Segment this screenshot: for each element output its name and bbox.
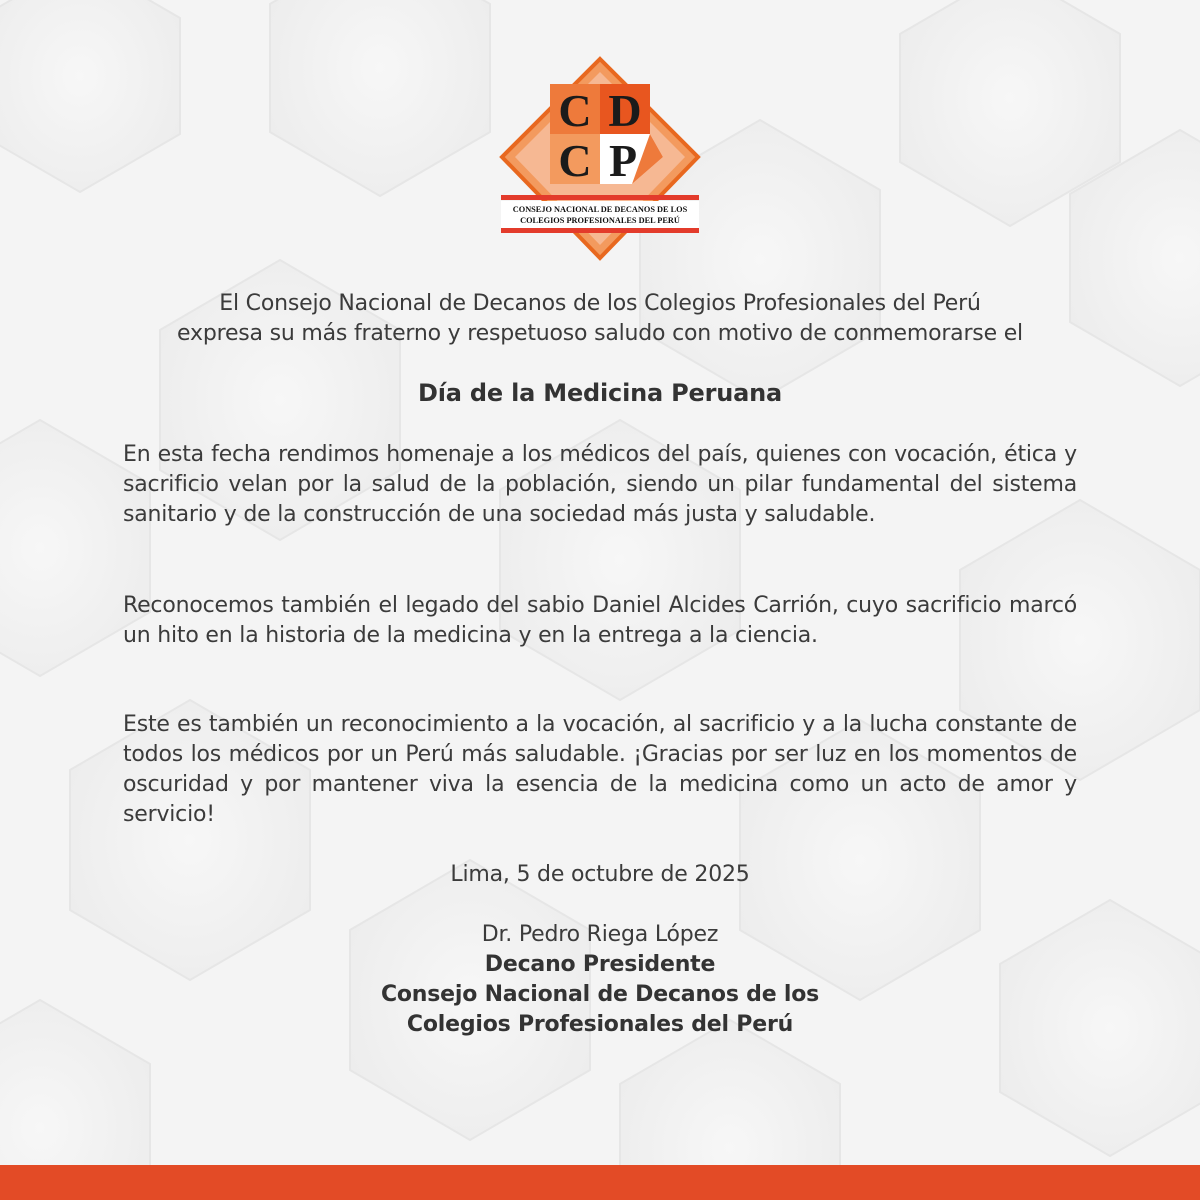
signatory-name: Dr. Pedro Riega López — [481, 922, 719, 947]
signatory-org-line-1: Consejo Nacional de Decanos de los — [380, 982, 820, 1007]
document-title: Día de la Medicina Peruana — [417, 379, 782, 407]
signatory-role: Decano Presidente — [484, 952, 716, 977]
logo-letter-c1: C — [558, 85, 592, 136]
intro-line-2: expresa su más fraterno y respetuoso saludo con motivo de conmemorarse el — [177, 321, 1023, 346]
logo-caption-line1: CONSEJO NACIONAL DE DECANOS DE LOS — [512, 205, 688, 214]
logo-letter-p: P — [608, 135, 638, 186]
logo-letter-d: D — [608, 85, 642, 136]
logo-caption-line2: COLEGIOS PROFESIONALES DEL PERÚ — [520, 216, 680, 225]
bottom-accent-bar — [0, 1165, 1200, 1200]
paragraph-carrion: Reconocemos también el legado del sabio Daniel Alcides Carrión, cuyo sacrificio marcó un hito en la historia de la medicina y en la entrega a la ciencia. — [123, 593, 1077, 648]
intro-text — [123, 289, 1077, 349]
intro-line-1: El Consejo Nacional de Decanos de los Colegios Profesionales del Perú — [219, 291, 981, 316]
paragraph-homage: En esta fecha rendimos homenaje a los médicos del país, quienes con vocación, ética y sacrificio velan por la salud de la población, siendo un pilar fundamental del sistema sanitario y de la construcción de una sociedad más justa y saludable. — [123, 442, 1077, 527]
date-line: Lima, 5 de octubre de 2025 — [450, 862, 750, 887]
paragraph-recognition: Este es también un reconocimiento a la vocación, al sacrificio y a la lucha constante de todos los médicos por un Perú más saludable. ¡Gracias por ser luz en los momentos de oscuridad y por mantener viva la esencia de la medicina como un acto de amor y servicio! — [123, 712, 1077, 827]
signatory-org-line-2: Colegios Profesionales del Perú — [406, 1012, 794, 1037]
logo-letter-c2: C — [558, 135, 592, 186]
cdcp-logo — [498, 56, 702, 262]
signature-block — [123, 920, 1077, 1040]
